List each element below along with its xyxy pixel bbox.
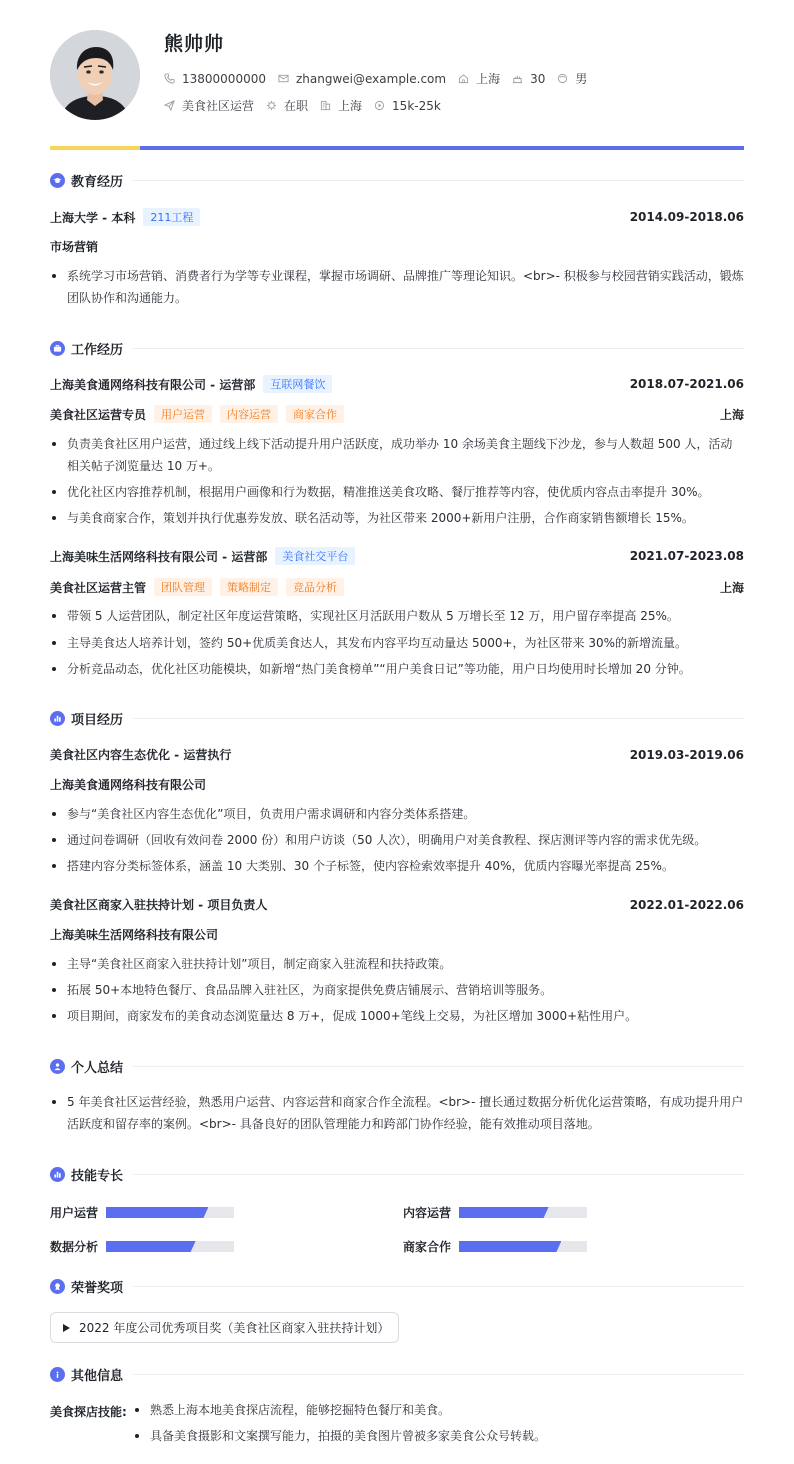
skill-bar-track	[459, 1207, 587, 1218]
salary-icon	[374, 100, 385, 111]
project-bullet: 拓展 50+本地特色餐厅、食品品牌入驻社区，为商家提供免费店铺展示、营销培训等服务。	[50, 979, 744, 1001]
user-icon	[50, 1059, 65, 1074]
work-date: 2018.07-2021.06	[629, 377, 744, 391]
project-bullet: 搭建内容分类标签体系，涵盖 10 大类别、30 个子标签，使内容检索效率提升 40%，优质内容曝光率提高 25%。	[50, 855, 744, 877]
section-projects-title	[50, 709, 744, 728]
skill-tag: 商家合作	[286, 405, 344, 423]
email-item	[278, 72, 446, 86]
job-intent-row	[164, 97, 453, 114]
project-company: 上海美味生活网络科技有限公司	[50, 928, 219, 942]
work-entry-2-header	[50, 547, 744, 565]
other-bullet: 熟悉上海本地美食探店流程，能够挖掘特色餐厅和美食。	[133, 1399, 450, 1421]
skill-item	[403, 1238, 587, 1255]
skill-tag: 用户运营	[154, 405, 212, 423]
project-company: 上海美食通网络科技有限公司	[50, 778, 207, 792]
skill-tag: 团队管理	[154, 578, 212, 596]
candidate-name: 熊帅帅	[164, 33, 225, 55]
section-heading: 教育经历	[71, 175, 124, 190]
contact-row	[164, 70, 599, 87]
work-entry-1-header	[50, 375, 744, 393]
location-item	[458, 70, 500, 87]
project-date: 2022.01-2022.06	[629, 897, 744, 912]
section-heading: 个人总结	[71, 1061, 124, 1076]
age-text: 30	[530, 71, 546, 86]
building-icon	[320, 100, 331, 111]
section-heading: 技能专长	[71, 1169, 124, 1184]
section-other-title	[50, 1365, 744, 1384]
header-divider-accent	[50, 146, 140, 150]
phone-item	[164, 72, 266, 86]
gender-item	[557, 70, 587, 87]
section-rule	[133, 1066, 744, 1067]
section-rule	[133, 1286, 744, 1287]
section-rule	[133, 718, 744, 719]
bar-chart-icon	[50, 711, 65, 726]
skill-label: 商家合作	[403, 1240, 452, 1254]
work-bullet: 带领 5 人运营团队，制定社区年度运营策略，实现社区月活跃用户数从 5 万增长至 12 万，用户留存率提高 25%。	[50, 605, 744, 627]
skill-bar-track	[459, 1241, 587, 1252]
header-divider	[50, 146, 744, 150]
major-name: 市场营销	[50, 240, 99, 254]
section-education-title	[50, 171, 744, 190]
work-entry-2-role	[50, 578, 744, 596]
project-name: 美食社区商家入驻扶持计划 - 项目负责人	[50, 898, 268, 912]
briefcase-icon	[50, 341, 65, 356]
project-bullet: 主导“美食社区商家入驻扶持计划”项目，制定商家入驻流程和扶持政策。	[50, 953, 744, 975]
skill-item	[403, 1204, 587, 1221]
home-icon	[458, 73, 469, 84]
status-icon	[266, 100, 277, 111]
work-city: 上海	[719, 580, 744, 595]
gender-icon	[557, 73, 568, 84]
target-role-item	[164, 97, 254, 114]
skill-bar-track	[106, 1207, 234, 1218]
project-bullet: 项目期间，商家发布的美食动态浏览量达 8 万+，促成 1000+笔线上交易，为社区增加 3000+粘性用户。	[50, 1005, 744, 1027]
expand-triangle-icon	[63, 1324, 70, 1332]
other-bullet: 具备美食摄影和文案撰写能力，拍摄的美食图片曾被多家美食公众号转载。	[133, 1425, 546, 1447]
work-bullet: 负责美食社区用户运营，通过线上线下活动提升用户活跃度，成功举办 10 余场美食主题线下沙龙，参与人数超 500 人，活动相关帖子浏览量达 10 万+。	[50, 433, 744, 477]
skill-bar-fill	[106, 1241, 196, 1252]
award-icon	[50, 1279, 65, 1294]
award-item[interactable]	[50, 1312, 399, 1343]
job-title: 美食社区运营专员	[50, 407, 147, 422]
skill-tag: 策略制定	[220, 578, 278, 596]
target-role-text: 美食社区运营	[182, 99, 255, 113]
age-item	[512, 72, 545, 86]
skill-bar-fill	[106, 1207, 208, 1218]
salary-text: 15k-25k	[392, 98, 441, 113]
education-bullet: 系统学习市场营销、消费者行为学等专业课程，掌握市场调研、品牌推广等理论知识。<br>- 积极参与校园营销实践活动，锻炼团队协作和沟通能力。	[50, 265, 744, 309]
school-name: 上海大学 - 本科	[50, 210, 136, 225]
age-icon	[512, 73, 523, 84]
section-heading: 其他信息	[71, 1369, 124, 1384]
work-bullet: 优化社区内容推荐机制，根据用户画像和行为数据，精准推送美食攻略、餐厅推荐等内容，使优质内容点击率提升 30%。	[50, 481, 744, 503]
project-entry-1-header	[50, 746, 744, 763]
project-bullet: 通过问卷调研（回收有效问卷 2000 份）和用户访谈（50 人次），明确用户对美食教程、探店测评等内容的需求优先级。	[50, 829, 744, 851]
status-text: 在职	[284, 99, 309, 113]
section-skills-title	[50, 1165, 744, 1184]
project-entry-2-company	[50, 926, 744, 943]
other-label: 美食探店技能:	[50, 1405, 127, 1419]
phone-icon	[164, 73, 175, 84]
section-rule	[133, 1374, 744, 1375]
skill-label: 用户运营	[50, 1206, 99, 1220]
bar-chart-icon	[50, 1167, 65, 1182]
award-text: 2022 年度公司优秀项目奖（美食社区商家入驻扶持计划）	[79, 1321, 390, 1335]
project-date: 2019.03-2019.06	[629, 747, 744, 762]
work-entry-1-role	[50, 405, 744, 423]
project-entry-1-company	[50, 776, 744, 793]
section-summary-title	[50, 1057, 744, 1076]
company-name: 上海美味生活网络科技有限公司 - 运营部	[50, 549, 268, 564]
summary-bullet: 5 年美食社区运营经验，熟悉用户运营、内容运营和商家合作全流程。<br>- 擅长通过数据分析优化运营策略，有成功提升用户活跃度和留存率的案例。<br>- 具备良好的团队管理能力和跨部门协作经验，能有效推动项目落地。	[50, 1091, 744, 1135]
work-bullet: 主导美食达人培养计划，签约 50+优质美食达人，其发布内容平均互动量达 5000+，为社区带来 30%的新增流量。	[50, 632, 744, 654]
work-bullet: 分析竞品动态，优化社区功能模块，如新增“热门美食榜单”“用户美食日记”等功能，用户日均使用时长增加 20 分钟。	[50, 658, 744, 680]
skill-bar-fill	[459, 1241, 561, 1252]
skill-label: 数据分析	[50, 1240, 99, 1254]
location-text: 上海	[476, 72, 501, 86]
resume-header	[50, 0, 744, 146]
work-city: 上海	[719, 407, 744, 422]
education-major-row	[50, 238, 744, 255]
section-heading: 项目经历	[71, 713, 124, 728]
skill-bar-fill	[459, 1207, 549, 1218]
job-title: 美食社区运营主管	[50, 580, 147, 595]
skill-item	[50, 1204, 234, 1221]
work-date: 2021.07-2023.08	[629, 549, 744, 563]
work-bullet: 与美食商家合作，策划并执行优惠券发放、联名活动等，为社区带来 2000+新用户注册，合作商家销售额增长 15%。	[50, 507, 744, 529]
industry-tag: 互联网餐饮	[263, 375, 332, 393]
skill-tag: 内容运营	[220, 405, 278, 423]
education-entry-header	[50, 208, 744, 226]
status-item	[266, 97, 308, 114]
salary-item	[374, 99, 441, 113]
target-city-item	[320, 97, 362, 114]
section-rule	[133, 348, 744, 349]
project-entry-2-header	[50, 896, 744, 913]
section-rule	[133, 180, 744, 181]
skill-item	[50, 1238, 234, 1255]
skill-label: 内容运营	[403, 1206, 452, 1220]
section-heading: 荣誉奖项	[71, 1281, 124, 1296]
school-tag: 211工程	[143, 208, 200, 226]
section-awards-title	[50, 1277, 744, 1296]
skill-tag: 竞品分析	[286, 578, 344, 596]
project-name: 美食社区内容生态优化 - 运营执行	[50, 748, 232, 762]
gender-text: 男	[575, 72, 588, 86]
company-name: 上海美食通网络科技有限公司 - 运营部	[50, 377, 256, 392]
avatar	[50, 30, 140, 120]
skill-bar-track	[106, 1241, 234, 1252]
send-icon	[164, 100, 175, 111]
section-rule	[133, 1174, 744, 1175]
industry-tag: 美食社交平台	[275, 547, 355, 565]
education-date: 2014.09-2018.06	[629, 210, 744, 224]
section-heading: 工作经历	[71, 343, 124, 358]
section-work-title	[50, 339, 744, 358]
email-text: zhangwei@example.com	[295, 71, 447, 86]
mail-icon	[278, 73, 289, 84]
phone-text: 13800000000	[182, 71, 266, 86]
target-city-text: 上海	[338, 99, 363, 113]
avatar-portrait-icon	[50, 30, 140, 120]
project-bullet: 参与“美食社区内容生态优化”项目，负责用户需求调研和内容分类体系搭建。	[50, 803, 744, 825]
info-icon	[50, 1367, 65, 1382]
graduation-cap-icon	[50, 173, 65, 188]
